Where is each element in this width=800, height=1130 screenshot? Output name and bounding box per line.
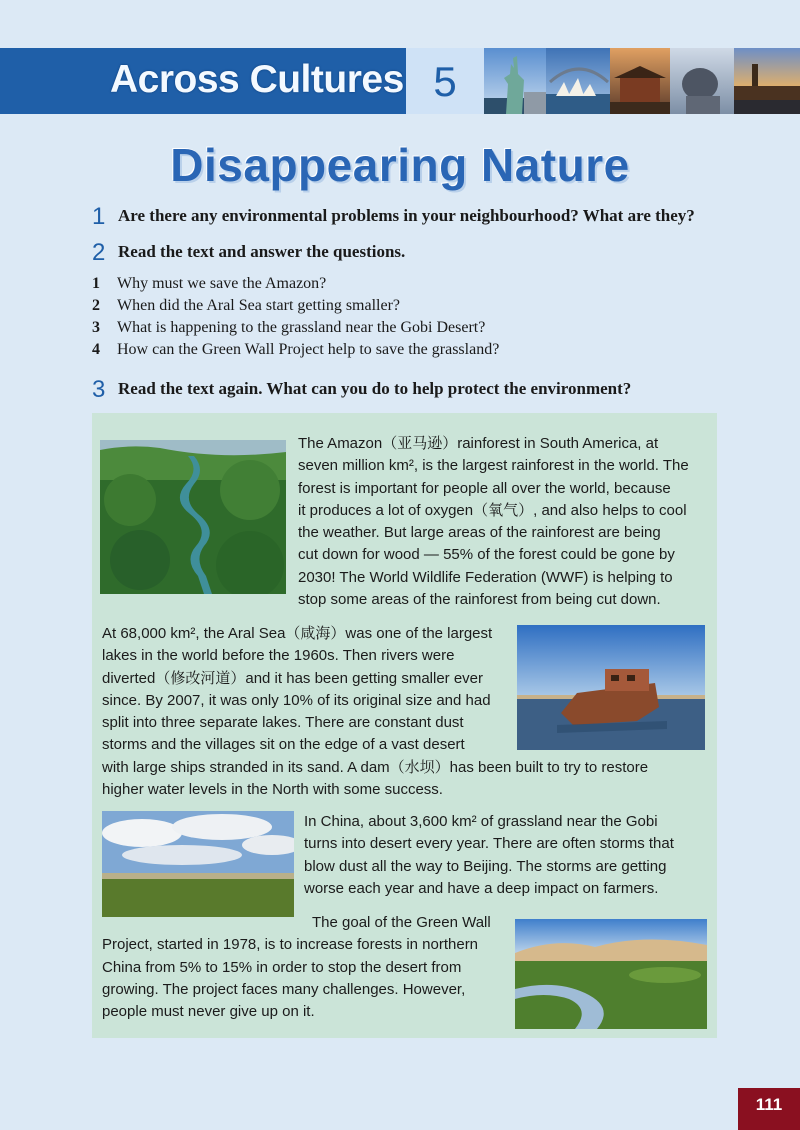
green-wall-paragraph	[102, 912, 512, 1023]
text-line: it produces a lot of oxygen（氧气）, and also helps to cool	[298, 501, 687, 519]
task-2-text: Read the text and answer the questions.	[118, 242, 406, 261]
unit-number: 5	[433, 58, 457, 105]
page-number: 111	[738, 1088, 800, 1130]
landmark-photo-strip	[484, 48, 800, 114]
text-line: 2030! The World Wildlife Federation (WWF) is helping to	[298, 568, 673, 586]
text-line: The goal of the Green Wall	[312, 914, 491, 931]
text-line: growing. The project faces many challenges. However,	[102, 980, 466, 998]
question-item	[92, 275, 326, 293]
text-line: diverted（修改河道）and it has been getting smaller ever	[102, 669, 484, 687]
text-line: higher water levels in the North with some success.	[102, 781, 443, 799]
question-number: 2	[92, 297, 100, 314]
task-3-number: 3	[92, 376, 106, 403]
reading-panel	[92, 413, 717, 1038]
text-line: blow dust all the way to Beijing. The storms are getting	[304, 857, 667, 875]
text-line: turns into desert every year. There are often storms that	[304, 835, 674, 853]
question-text: When did the Aral Sea start getting smaller?	[117, 297, 401, 314]
question-number: 4	[92, 341, 100, 358]
task-2	[92, 239, 405, 267]
unit-box	[406, 48, 484, 114]
amazon-paragraph	[298, 433, 710, 611]
text-line: since. By 2007, it was only 10% of its original size and had	[102, 691, 491, 709]
task-3-text: Read the text again. What can you do to help protect the environment?	[118, 379, 632, 398]
task-3	[92, 376, 631, 404]
text-line: forest is important for people all over the world, because	[298, 479, 671, 497]
question-number: 3	[92, 319, 100, 336]
question-item	[92, 341, 499, 359]
text-line: stop some areas of the rainforest from being cut down.	[298, 591, 661, 609]
green-wall-river-photo	[515, 919, 707, 1029]
text-line: lakes in the world before the 1960s. Then rivers were	[102, 647, 455, 665]
gobi-grassland-photo	[102, 811, 294, 917]
gobi-paragraph	[304, 811, 712, 900]
temple-photo	[610, 48, 670, 114]
question-number: 1	[92, 275, 100, 292]
question-item	[92, 297, 400, 315]
question-text: What is happening to the grassland near the Gobi Desert?	[117, 319, 486, 336]
question-item	[92, 319, 485, 337]
text-line: Project, started in 1978, is to increase forests in northern	[102, 936, 479, 954]
section-title: Across Cultures	[110, 58, 404, 101]
text-line: with large ships stranded in its sand. A dam（水坝）has been built to try to restore	[102, 758, 649, 776]
aral-sea-ship-photo	[517, 625, 705, 750]
text-line: China from 5% to 15% in order to stop the desert from	[102, 958, 462, 976]
text-line: seven million km², is the largest rainforest in the world. The	[298, 457, 689, 475]
task-1-number: 1	[92, 203, 106, 230]
text-line: cut down for wood — 55% of the forest could be gone by	[298, 546, 675, 564]
task-2-number: 2	[92, 239, 106, 266]
task-1-text: Are there any environmental problems in your neighbourhood? What are they?	[118, 206, 695, 225]
sydney-opera-house-photo	[546, 48, 610, 114]
task-1	[92, 203, 695, 231]
parliament-photo	[734, 48, 800, 114]
amazon-rainforest-photo	[100, 440, 286, 594]
question-text: How can the Green Wall Project help to save the grassland?	[117, 341, 500, 358]
page-title: Disappearing Nature	[170, 139, 630, 191]
text-line: In China, about 3,600 km² of grassland near the Gobi	[304, 813, 658, 830]
text-line: the weather. But large areas of the rainforest are being	[298, 524, 661, 542]
stone-lion-photo	[670, 48, 734, 114]
text-line: The Amazon（亚马逊）rainforest in South America, at	[298, 435, 659, 452]
question-text: Why must we save the Amazon?	[117, 275, 327, 292]
text-line: At 68,000 km², the Aral Sea（咸海）was one of the largest	[102, 625, 493, 642]
header-banner	[0, 48, 800, 114]
text-line: split into three separate lakes. There are constant dust	[102, 714, 464, 732]
statue-of-liberty-photo	[484, 48, 546, 114]
text-line: people must never give up on it.	[102, 1003, 315, 1021]
text-line: storms and the villages sit on the edge of a vast desert	[102, 736, 465, 754]
text-line: worse each year and have a deep impact on farmers.	[304, 879, 659, 897]
